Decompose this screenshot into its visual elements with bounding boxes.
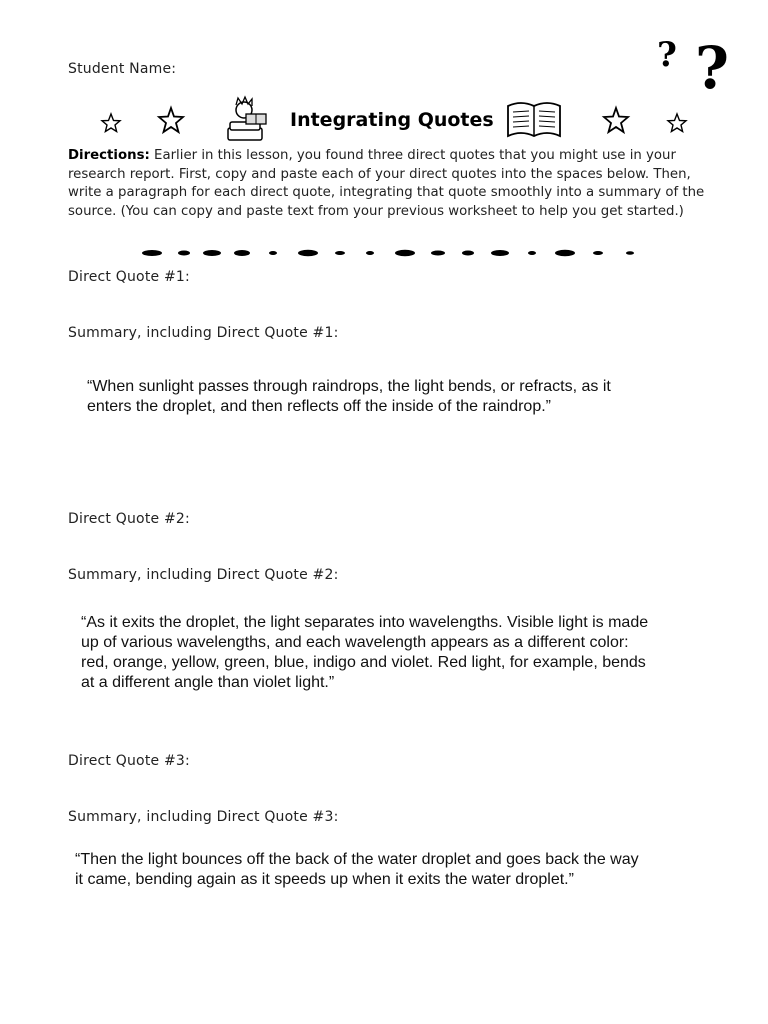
quote-2-text[interactable]: “As it exits the droplet, the light separates into wavelengths. Visible light is made up of various wavelengths, and each wavelength appears as a different color: red, orange, yellow, green, blue, indigo and violet. Red light, for example, bends at a different angle than violet light.” xyxy=(81,614,649,691)
star-icon xyxy=(100,112,122,134)
directions-text: Earlier in this lesson, you found three direct quotes that you might use in your research report. First, copy and paste each of your direct quotes into the spaces below. Then, write a paragraph for each direct quote, integrating that quote smoothly into a summary of the source. (You can copy and paste text from your previous worksheet to help you get started.) xyxy=(68,148,705,219)
reading-student-icon xyxy=(222,96,270,144)
summary-1-label: Summary, including Direct Quote #1: xyxy=(68,325,339,341)
summary-2-label: Summary, including Direct Quote #2: xyxy=(68,567,339,583)
quote-3-text[interactable]: “Then the light bounces off the back of the water droplet and goes back the way it came, bending again as it speeds up when it exits the water droplet.” xyxy=(75,851,639,888)
question-marks-icon xyxy=(655,34,735,102)
directions-paragraph xyxy=(68,147,718,221)
page-title: Integrating Quotes xyxy=(290,109,494,131)
directions-label: Directions: xyxy=(68,148,150,163)
direct-quote-3-label: Direct Quote #3: xyxy=(68,753,190,769)
direct-quote-1-label: Direct Quote #1: xyxy=(68,269,190,285)
star-icon xyxy=(666,112,688,134)
direct-quote-2-label: Direct Quote #2: xyxy=(68,511,190,527)
star-icon xyxy=(157,106,185,134)
open-book-icon xyxy=(505,96,563,144)
large-question-mark-icon: ? xyxy=(695,34,729,102)
star-icon xyxy=(602,106,630,134)
small-question-mark-icon: ? xyxy=(657,35,677,75)
quote-1-text[interactable]: “When sunlight passes through raindrops, the light bends, or refracts, as it enters the droplet, and then reflects off the inside of the raindrop.” xyxy=(87,378,611,415)
dashed-divider xyxy=(140,247,640,259)
summary-3-label: Summary, including Direct Quote #3: xyxy=(68,809,339,825)
student-name-label: Student Name: xyxy=(68,61,177,77)
